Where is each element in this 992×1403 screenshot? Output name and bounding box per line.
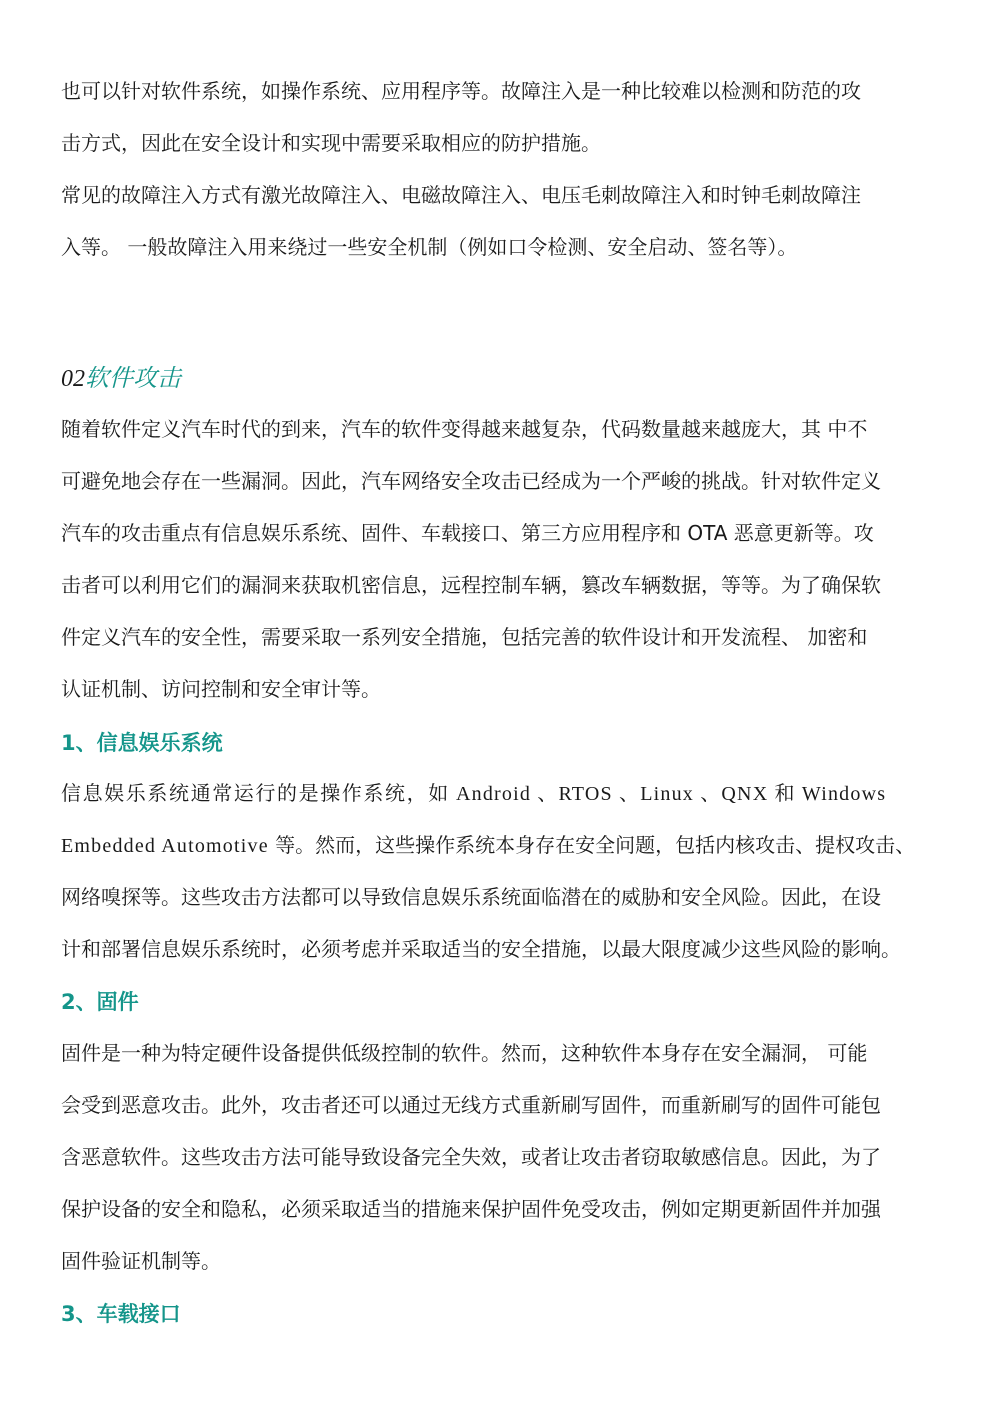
paragraph-line: 含恶意软件。这些攻击方法可能导致设备完全失效，或者让攻击者窃取敏感信息。因此，为了 — [61, 1145, 881, 1169]
paragraph-line: 计和部署信息娱乐系统时，必须考虑并采取适当的安全措施，以最大限度减少这些风险的影响。 — [61, 937, 901, 961]
text-segment: Embedded Automotive — [61, 835, 269, 857]
paragraph-line: 会受到恶意攻击。此外，攻击者还可以通过无线方式重新刷写固件，而重新刷写的固件可能包 — [61, 1093, 881, 1117]
paragraph-line: 件定义汽车的安全性，需要采取一系列安全措施，包括完善的软件设计和开发流程、 加密和 — [61, 625, 868, 649]
subheading-vehicle-interface: 3、车载接口 — [61, 1302, 181, 1326]
paragraph-line: 保护设备的安全和隐私，必须采取适当的措施来保护固件免受攻击，例如定期更新固件并加强 — [61, 1197, 881, 1221]
subheading-infotainment: 1、信息娱乐系统 — [61, 731, 223, 755]
paragraph-line: 可避免地会存在一些漏洞。因此，汽车网络安全攻击已经成为一个严峻的挑战。针对软件定义 — [61, 469, 881, 493]
paragraph-line: 固件是一种为特定硬件设备提供低级控制的软件。然而，这种软件本身存在安全漏洞， 可能 — [61, 1041, 868, 1065]
paragraph-line: 随着软件定义汽车时代的到来，汽车的软件变得越来越复杂，代码数量越来越庞大，其 中不 — [61, 417, 868, 441]
paragraph-line: 认证机制、访问控制和安全审计等。 — [61, 677, 381, 701]
paragraph-line: 击方式，因此在安全设计和实现中需要采取相应的防护措施。 — [61, 131, 601, 155]
paragraph-line: 网络嗅探等。这些攻击方法都可以导致信息娱乐系统面临潜在的威胁和安全风险。因此，在设 — [61, 885, 881, 909]
section-title-text: 软件攻击 — [85, 364, 181, 392]
subheading-firmware: 2、固件 — [61, 990, 139, 1014]
section-number: 02 — [61, 366, 85, 392]
paragraph-line: 击者可以利用它们的漏洞来获取机密信息，远程控制车辆，篡改车辆数据，等等。为了确保软 — [61, 573, 881, 597]
paragraph-line: 固件验证机制等。 — [61, 1249, 221, 1273]
text-segment: 等。然而，这些操作系统本身存在安全问题，包括内核攻击、提权攻击、 — [268, 833, 916, 857]
section-title — [61, 361, 181, 396]
paragraph-line: 也可以针对软件系统，如操作系统、应用程序等。故障注入是一种比较难以检测和防范的攻 — [61, 79, 861, 103]
paragraph-line: 汽车的攻击重点有信息娱乐系统、固件、车载接口、第三方应用程序和 OTA 恶意更新等。攻 — [61, 521, 874, 545]
text-segment: Android 、RTOS 、Linux 、QNX 和 Windows — [449, 783, 887, 805]
paragraph-line: 入等。 一般故障注入用来绕过一些安全机制（例如口令检测、安全启动、签名等）。 — [61, 235, 798, 259]
paragraph-line — [61, 779, 886, 808]
paragraph-line — [61, 831, 915, 860]
text-segment: 信息娱乐系统通常运行的是操作系统，如 — [61, 781, 450, 805]
paragraph-line: 常见的故障注入方式有激光故障注入、电磁故障注入、电压毛刺故障注入和时钟毛刺故障注 — [61, 183, 861, 207]
